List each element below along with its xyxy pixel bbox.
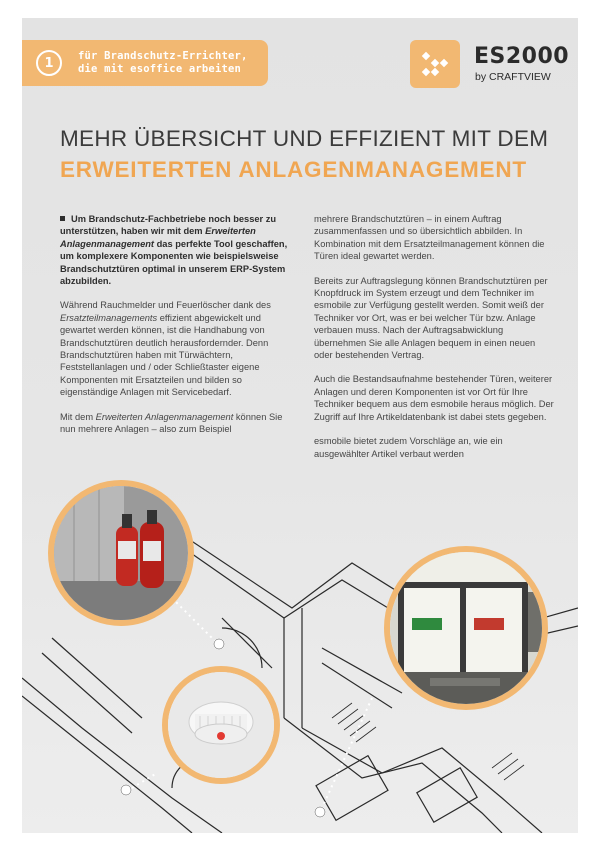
paragraph: [60, 411, 296, 436]
lead-paragraph: [60, 213, 296, 287]
tab-text: [78, 50, 248, 76]
paragraph-emphasis: Ersatzteilmanagements: [60, 312, 158, 323]
lead-text-end: das perfekte Tool geschaffen, um komplexere Komponenten wie beispielsweise Brandschutztüren optimal in unserem ERP-System abzubilden.: [60, 238, 288, 287]
diamond-cluster-icon: [419, 48, 451, 80]
brochure-sheet: [22, 18, 578, 833]
fire-door-photo: [384, 546, 548, 710]
paragraph: Auch die Bestandsaufnahme bestehender Türen, weiterer Anlagen und deren Komponenten ist vor Ort für Ihre Techniker bequem aus dem esmobile heraus möglich. Der Zugriff auf Ihre Artikeldatenbank ist dabei stets gegeben.: [314, 374, 554, 422]
audience-tab: [22, 40, 268, 86]
paragraph: mehrere Brandschutztüren – in einem Auftrag zusammenfassen und so übersichtlich abbilden. In Kombination mit dem Ersatzteilmanagement können die Türen ideal gewartet werden.: [314, 214, 545, 262]
paragraph: [60, 299, 296, 398]
paragraph: Bereits zur Auftragslegung können Brandschutztüren per Knopfdruck im System erzeugt und dem Techniker im esmobile zur Verfügung gestellt werden. Somit weiß der Techniker vor Ort, was er bei welcher Tür bzw. Anlage verbauen muss. Nach der Auftragsabwicklung übernehmen Sie alle Anlagen bequem in einen neuen oder bestehenden Vertrag.: [314, 275, 548, 361]
tab-line-1: für Brandschutz-Errichter,: [78, 50, 248, 62]
fire-extinguisher-photo: [48, 480, 194, 626]
paragraph-text: Mit dem: [60, 411, 96, 422]
square-bullet-icon: [60, 216, 65, 221]
logo-subline: by CRAFTVIEW: [475, 71, 551, 83]
page-title-line-1: MEHR ÜBERSICHT UND EFFIZIENT MIT DEM: [60, 126, 549, 151]
tab-number-badge: 1: [36, 50, 62, 76]
paragraph: esmobile bietet zudem Vorschläge an, wie ein ausgewählter Artikel verbaut werden: [314, 436, 503, 459]
page-title-line-2: ERWEITERTEN ANLAGENMANAGEMENT: [60, 157, 527, 182]
tab-line-2: die mit esoffice arbeiten: [78, 63, 242, 75]
logo-mark: [410, 40, 460, 88]
paragraph-text: Während Rauchmelder und Feuerlöscher dank des: [60, 300, 271, 311]
text-column-right: [314, 213, 554, 472]
lead-emphasis: Erweiterten Anlagenmanagement: [60, 226, 256, 249]
text-column-left: [60, 213, 296, 448]
logo-name: ES2000: [474, 44, 570, 69]
lead-text: Um Brandschutz-Fachbetriebe noch besser zu unterstützen, haben wir mit dem: [60, 214, 277, 237]
paragraph-text-end: können Sie nun mehrere Anlagen – also zum Beispiel: [60, 411, 283, 435]
smoke-detector-photo: [162, 666, 280, 784]
paragraph-emphasis: Erweiterten Anlagenmanagement: [95, 411, 234, 422]
paragraph-text-end: effizient abgewickelt und gewartet werden können, ist die Handhabung von Brandschutztüren deutlich herausfordernder. Denn Brandschutztüren haben mit Türwächtern, Feststellanlagen und / oder Schließtaster eigene Komponenten mit Ersatzteilen und bilden so eigenständige Anlagen mit Servicebedarf.: [60, 312, 269, 398]
